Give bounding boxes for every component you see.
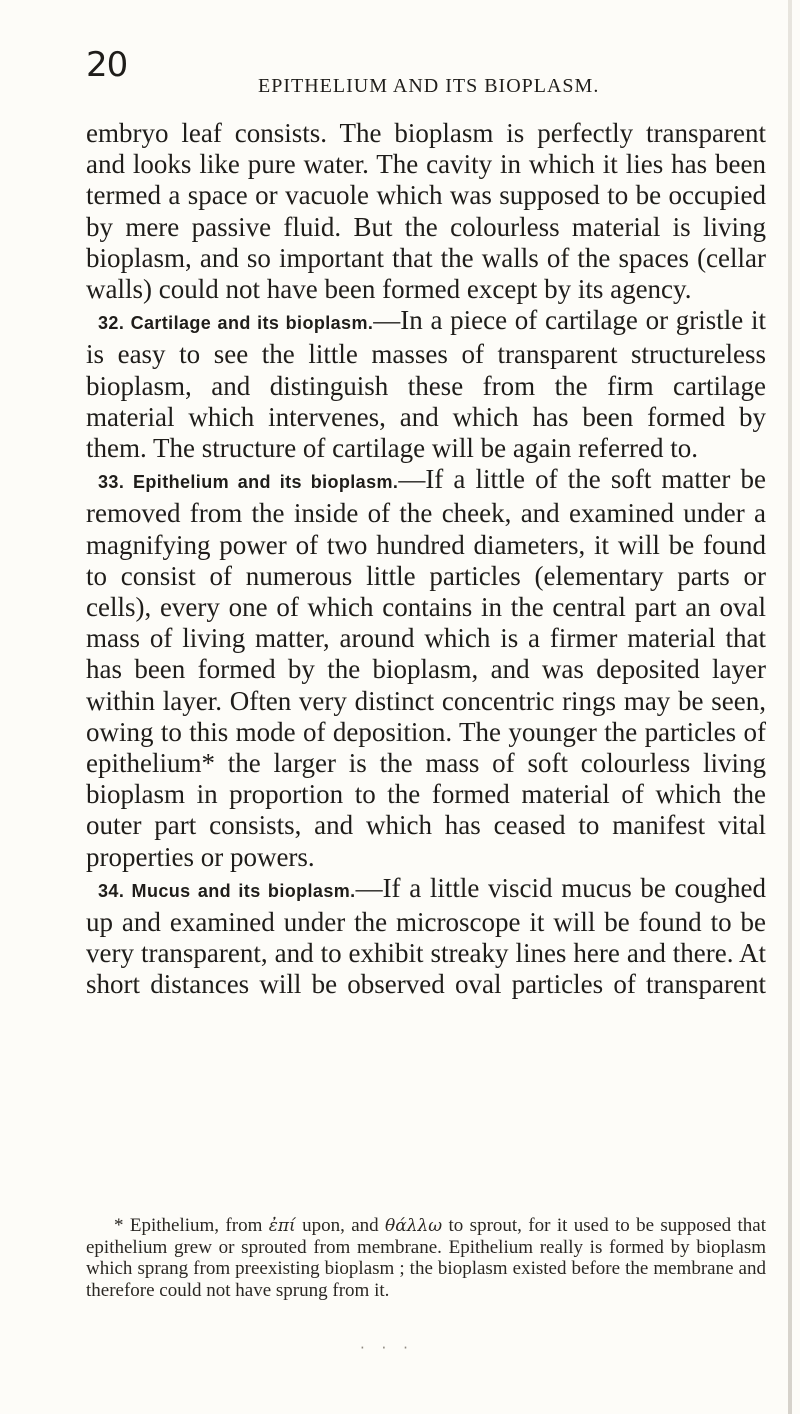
paragraph-32 — [86, 305, 766, 464]
footnote-text: to sprout, for it used to be supposed that epithelium grew or sprouted from membrane. Epithelium really is formed by bioplasm which sprang from preexisting bioplasm ; the bioplasm existed before the membrane and therefore could not have sprung from it. — [86, 1215, 766, 1301]
paragraph-intro-text: embryo leaf consists. The bioplasm is perfectly transparent and looks like pure water. The cavity in which it lies has been termed a space or vacuole which was supposed to be occupied by mere passive fluid. But the colourless material is living bioplasm, and so important that the walls of the spaces (cellar walls) could not have been formed except by its agency. — [86, 118, 766, 305]
footnote-greek-2: θάλλω — [385, 1216, 443, 1236]
printer-dots: · · · — [360, 1339, 414, 1357]
page-edge — [788, 0, 792, 1414]
footnote — [86, 1215, 766, 1301]
section-lead-33: 33. Epithelium and its bioplasm. — [98, 472, 399, 493]
section-lead-34: 34. Mucus and its bioplasm. — [98, 880, 356, 901]
page-number: 20 — [86, 45, 128, 85]
paragraph-33 — [86, 464, 766, 873]
footnote-mid: upon, and — [295, 1215, 386, 1236]
paragraph-34-text: —If a little viscid mucus be coughed up and examined under the microscope it will be found to be very transparent, and to exhibit streaky lines here and there. At short distances will be observed oval particles of transparent — [86, 872, 766, 1000]
running-head — [86, 45, 786, 112]
footnote-lead: * Epithelium, from — [114, 1215, 269, 1236]
page-header-title: EPITHELIUM AND ITS BIOPLASM. — [258, 75, 600, 97]
paragraph-34 — [86, 873, 766, 1001]
paragraph-intro — [86, 118, 766, 305]
main-text — [86, 118, 766, 1001]
footnote-greek-1: ἐπί — [268, 1216, 296, 1236]
footnote-block — [86, 1215, 766, 1301]
section-lead-32: 32. Cartilage and its bioplasm. — [98, 313, 374, 334]
paragraph-32-text: —In a piece of cartilage or gristle it is easy to see the little masses of transparent structureless bioplasm, and distinguish these from the firm cartilage material which intervenes, and which has been formed by them. The structure of cartilage will be again referred to. — [86, 305, 766, 464]
paragraph-33-text: —If a little of the soft matter be removed from the inside of the cheek, and examined under a magnifying power of two hundred diameters, it will be found to consist of numerous little particles (elementary parts or cells), every one of which contains in the central part an oval mass of living matter, around which is a firmer material that has been formed by the bioplasm, and was deposited layer within layer. Often very distinct concentric rings may be seen, owing to this mode of deposition. The younger the particles of epithelium* the larger is the mass of soft colourless living bioplasm in proportion to the formed material of which the outer part consists, and which has ceased to manifest vital properties or powers. — [86, 464, 766, 872]
